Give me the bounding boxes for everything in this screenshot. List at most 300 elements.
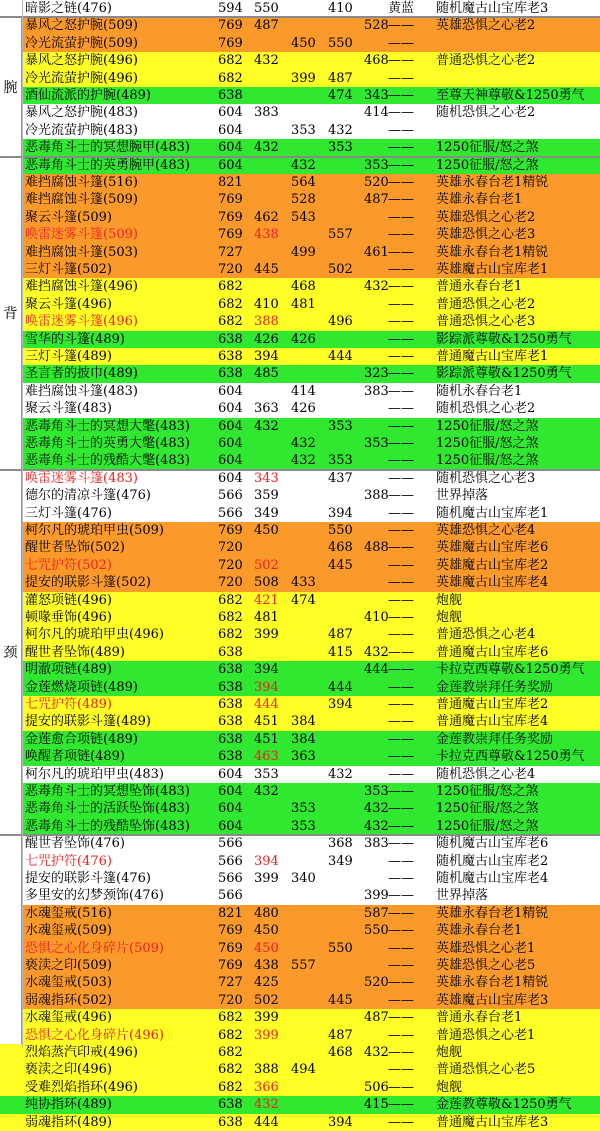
cell-name: 聚云斗篷(483) — [25, 401, 112, 417]
cell-f: —— — [388, 488, 414, 504]
cell-b: 462 — [254, 209, 279, 225]
table-row — [0, 905, 600, 922]
cell-g: 1250征服/怒之煞 — [436, 818, 539, 834]
cell-f: —— — [388, 627, 414, 643]
cell-g: 英雄魔古山宝库老6 — [436, 540, 549, 556]
table-row — [0, 626, 600, 643]
cell-f: 黄蓝 — [388, 1, 415, 16]
cell-name: 难挡腐蚀斗篷(516) — [25, 175, 138, 190]
cell-name: 难挡腐蚀斗篷(503) — [25, 244, 138, 260]
cell-d: 557 — [328, 227, 353, 243]
cell-d: 432 — [328, 122, 353, 138]
cell-d: 410 — [328, 1, 353, 16]
table-row — [0, 313, 600, 330]
table-row — [0, 470, 600, 487]
cell-c: 468 — [291, 279, 316, 295]
cell-g: 英雄永春台老1精锐 — [436, 905, 549, 921]
cell-g: 英雄魔古山宝库老1 — [436, 262, 549, 277]
cell-a: 682 — [218, 53, 243, 69]
cell-a: 638 — [218, 88, 243, 103]
cell-e: 323 — [364, 366, 389, 382]
cell-f: —— — [388, 349, 414, 364]
cell-a: 604 — [218, 453, 243, 469]
cell-d: 353 — [328, 140, 353, 156]
cell-name: 难挡腐蚀斗篷(496) — [25, 279, 138, 295]
cell-e: 353 — [364, 436, 389, 451]
table-row — [0, 244, 600, 261]
cell-f: —— — [388, 610, 414, 625]
table-row — [0, 418, 600, 435]
cell-name: 恐惧之心化身碎片(509) — [25, 940, 164, 956]
cell-d: 432 — [328, 766, 353, 782]
cell-e: 461 — [364, 244, 389, 260]
cell-b: 383 — [254, 105, 279, 121]
cell-name: 纯协指环(489) — [25, 1097, 112, 1113]
table-row — [0, 800, 600, 817]
cell-e: 488 — [364, 540, 389, 556]
cell-a: 566 — [218, 853, 243, 869]
table-row — [0, 226, 600, 243]
cell-e: 528 — [364, 18, 389, 34]
cell-b: 349 — [254, 505, 279, 521]
cell-f: —— — [388, 1062, 414, 1078]
cell-b: 502 — [254, 992, 279, 1008]
cell-f: —— — [388, 470, 414, 486]
cell-f: —— — [388, 53, 414, 69]
cell-f: —— — [388, 644, 414, 660]
cell-a: 604 — [218, 784, 243, 799]
cell-a: 769 — [218, 209, 243, 225]
cell-d: 474 — [328, 88, 353, 103]
cell-a: 682 — [218, 314, 243, 330]
cell-g: 1250征服/怒之煞 — [436, 418, 539, 434]
cell-a: 682 — [218, 1027, 243, 1043]
cell-f: —— — [388, 1079, 414, 1095]
cell-f: —— — [388, 453, 414, 469]
cell-a: 638 — [218, 697, 243, 712]
table-row — [0, 52, 600, 69]
table-row — [0, 435, 600, 452]
cell-g: 英雄恐惧之心老5 — [436, 958, 536, 973]
table-row — [0, 505, 600, 522]
table-row — [0, 539, 600, 556]
table-row — [0, 365, 600, 382]
cell-f: —— — [388, 175, 414, 190]
cell-e: 587 — [364, 905, 389, 921]
table-row — [0, 696, 600, 713]
cell-c: 353 — [291, 122, 316, 138]
cell-d: 550 — [328, 35, 353, 51]
cell-name: 醒世者坠饰(502) — [25, 540, 125, 556]
cell-e: 432 — [364, 801, 389, 817]
cell-c: 499 — [291, 244, 316, 260]
cell-name: 冷光流萤护腕(509) — [25, 35, 138, 51]
cell-f: —— — [388, 331, 414, 347]
category-label: 颈 — [0, 470, 22, 835]
cell-g: 英雄永春台老1 — [436, 923, 523, 939]
cell-name: 唤雷迷雾斗篷(509) — [25, 227, 138, 243]
cell-f: —— — [388, 279, 414, 295]
cell-a: 682 — [218, 1010, 243, 1026]
cell-name: 圣言者的披巾(489) — [25, 366, 138, 382]
cell-g: 随机魔古山宝库老3 — [436, 1, 549, 16]
cell-f: —— — [388, 697, 414, 712]
cell-b: 445 — [254, 262, 279, 277]
cell-f: —— — [388, 1027, 414, 1043]
cell-e: 550 — [364, 923, 389, 939]
cell-c: 340 — [291, 871, 316, 886]
cell-b: 399 — [254, 871, 279, 886]
cell-e: 343 — [364, 88, 389, 103]
cell-f: —— — [388, 262, 414, 277]
cell-a: 638 — [218, 714, 243, 730]
cell-c: 481 — [291, 296, 316, 312]
table-row — [0, 17, 600, 34]
cell-name: 灌怒项链(496) — [25, 592, 112, 608]
cell-d: 487 — [328, 627, 353, 643]
cell-e: 520 — [364, 175, 389, 190]
cell-a: 682 — [218, 610, 243, 625]
cell-g: 金莲教崇拜任务奖励 — [436, 679, 554, 695]
cell-name: 恶毒角斗士的冥想腕甲(483) — [25, 140, 190, 156]
cell-f: —— — [388, 1114, 414, 1130]
cell-a: 638 — [218, 644, 243, 660]
cell-b: 550 — [254, 1, 279, 16]
cell-a: 604 — [218, 766, 243, 782]
cell-c: 432 — [291, 157, 316, 173]
cell-d: 368 — [328, 836, 353, 852]
table-row — [0, 139, 600, 156]
cell-a: 604 — [218, 801, 243, 817]
cell-g: 普通魔古山宝库老1 — [436, 349, 549, 364]
cell-a: 604 — [218, 418, 243, 434]
cell-d: 394 — [328, 505, 353, 521]
cell-f: —— — [388, 105, 414, 121]
cell-a: 682 — [218, 592, 243, 608]
cell-b: 359 — [254, 488, 279, 504]
table-row — [0, 1114, 600, 1131]
cell-d: 502 — [328, 262, 353, 277]
cell-g: 普通永春台老1 — [436, 1010, 523, 1026]
cell-a: 566 — [218, 488, 243, 504]
cell-g: 随机恐惧之心老2 — [436, 401, 536, 417]
cell-f: —— — [388, 227, 414, 243]
cell-c: 432 — [291, 436, 316, 451]
cell-name: 水魂玺戒(509) — [25, 923, 112, 939]
cell-g: 英雄魔古山宝库老2 — [436, 557, 549, 573]
cell-g: 英雄恐惧之心老2 — [436, 18, 536, 34]
cell-a: 682 — [218, 279, 243, 295]
column-divider — [22, 0, 23, 1047]
cell-f: —— — [388, 679, 414, 695]
table-row — [0, 592, 600, 609]
cell-f: —— — [388, 958, 414, 973]
table-row — [0, 261, 600, 278]
cell-f: —— — [388, 731, 414, 747]
cell-g: 普通魔古山宝库老4 — [436, 714, 549, 730]
cell-name: 暴风之怒护腕(509) — [25, 18, 138, 34]
cell-c: 426 — [291, 401, 316, 417]
cell-g: 英雄魔古山宝库老3 — [436, 992, 549, 1008]
table-row — [0, 940, 600, 957]
cell-b: 485 — [254, 366, 279, 382]
cell-name: 冷光流萤护腕(483) — [25, 122, 138, 138]
cell-b: 444 — [254, 1114, 279, 1130]
cell-name: 唤雷迷雾斗篷(496) — [25, 314, 138, 330]
table-row — [0, 644, 600, 661]
cell-e: 388 — [364, 488, 389, 504]
cell-f: —— — [388, 836, 414, 852]
table-row — [0, 1096, 600, 1113]
cell-a: 720 — [218, 992, 243, 1008]
cell-f: —— — [388, 784, 414, 799]
cell-g: 1250征服/怒之煞 — [436, 140, 539, 156]
cell-c: 494 — [291, 1062, 316, 1078]
cell-g: 炮舰 — [436, 1045, 463, 1060]
table-row — [0, 122, 600, 139]
cell-b: 421 — [254, 592, 279, 608]
cell-a: 566 — [218, 871, 243, 886]
cell-f: —— — [388, 749, 414, 765]
cell-d: 468 — [328, 1045, 353, 1060]
table-row — [0, 783, 600, 800]
table-row — [0, 296, 600, 313]
cell-e: 353 — [364, 157, 389, 173]
section-separator — [0, 834, 600, 836]
cell-d: 445 — [328, 557, 353, 573]
cell-a: 769 — [218, 923, 243, 939]
cell-e: 487 — [364, 1010, 389, 1026]
cell-d: 444 — [328, 349, 353, 364]
cell-name: 暴风之怒护腕(483) — [25, 105, 138, 121]
cell-b: 425 — [254, 975, 279, 991]
cell-b: 508 — [254, 575, 279, 591]
cell-c: 450 — [291, 35, 316, 51]
cell-b: 394 — [254, 853, 279, 869]
cell-f: —— — [388, 1097, 414, 1113]
cell-name: 恐惧之心化身碎片(496) — [25, 1027, 164, 1043]
cell-f: —— — [388, 888, 414, 904]
cell-f: —— — [388, 70, 414, 86]
cell-a: 638 — [218, 1097, 243, 1113]
cell-a: 604 — [218, 105, 243, 121]
cell-c: 474 — [291, 592, 316, 608]
cell-b: 426 — [254, 331, 279, 347]
cell-name: 提安的联影斗篷(502) — [25, 575, 151, 591]
cell-b: 363 — [254, 401, 279, 417]
cell-f: —— — [388, 662, 414, 678]
cell-name: 弱魂指环(502) — [25, 992, 112, 1008]
cell-name: 金莲愈合项链(489) — [25, 731, 138, 747]
cell-a: 720 — [218, 557, 243, 573]
cell-g: 卡拉克西尊敬&1250勇气 — [436, 749, 585, 765]
table-row — [0, 992, 600, 1009]
cell-g: 普通魔古山宝库老6 — [436, 644, 549, 660]
table-row — [0, 748, 600, 765]
cell-b: 399 — [254, 1027, 279, 1043]
category-label: 背 — [0, 157, 22, 470]
cell-a: 604 — [218, 401, 243, 417]
cell-a: 769 — [218, 940, 243, 956]
cell-b: 394 — [254, 662, 279, 678]
cell-a: 682 — [218, 70, 243, 86]
cell-name: 水魂玺戒(496) — [25, 1010, 112, 1026]
cell-d: 415 — [328, 644, 353, 660]
cell-d: 496 — [328, 314, 353, 330]
table-row — [0, 157, 600, 174]
cell-e: 444 — [364, 662, 389, 678]
cell-b: 388 — [254, 314, 279, 330]
cell-a: 638 — [218, 1114, 243, 1130]
cell-g: 随机恐惧之心老3 — [436, 470, 536, 486]
table-row — [0, 713, 600, 730]
cell-c: 432 — [291, 453, 316, 469]
cell-b: 451 — [254, 714, 279, 730]
cell-a: 638 — [218, 679, 243, 695]
cell-a: 720 — [218, 575, 243, 591]
cell-b: 481 — [254, 610, 279, 625]
cell-g: 影踪派尊敬&1250勇气 — [436, 366, 572, 382]
cell-a: 769 — [218, 192, 243, 208]
cell-f: —— — [388, 801, 414, 817]
cell-d: 349 — [328, 853, 353, 869]
cell-name: 水魂玺戒(503) — [25, 975, 112, 991]
cell-name: 冷光流萤护腕(496) — [25, 70, 138, 86]
cell-a: 638 — [218, 662, 243, 678]
table-row — [0, 887, 600, 904]
cell-g: 英雄魔古山宝库老4 — [436, 575, 549, 591]
cell-name: 顿喙垂饰(496) — [25, 610, 112, 625]
cell-f: —— — [388, 35, 414, 51]
table-row — [0, 609, 600, 626]
cell-g: 普通恐惧之心老3 — [436, 314, 536, 330]
cell-b: 432 — [254, 784, 279, 799]
cell-c: 399 — [291, 70, 316, 86]
cell-g: 1250征服/怒之煞 — [436, 436, 539, 451]
cell-name: 金莲燃烧项链(489) — [25, 679, 138, 695]
table-row — [0, 383, 600, 400]
cell-a: 769 — [218, 35, 243, 51]
table-row — [0, 974, 600, 991]
cell-a: 682 — [218, 1079, 243, 1095]
cell-c: 433 — [291, 575, 316, 591]
cell-a: 638 — [218, 749, 243, 765]
cell-f: —— — [388, 975, 414, 991]
cell-name: 恶毒角斗士的残酷坠饰(483) — [25, 818, 190, 834]
cell-f: —— — [388, 766, 414, 782]
cell-g: 金莲教尊敬&1250勇气 — [436, 1097, 572, 1113]
cell-name: 三灯斗篷(502) — [25, 262, 112, 277]
cell-e: 383 — [364, 383, 389, 399]
cell-g: 随机魔古山宝库老2 — [436, 853, 549, 869]
cell-a: 604 — [218, 383, 243, 399]
cell-name: 恶毒角斗士的冥想坠饰(483) — [25, 784, 190, 799]
cell-f: —— — [388, 401, 414, 417]
cell-name: 唤醒者项链(489) — [25, 749, 125, 765]
cell-c: 528 — [291, 192, 316, 208]
table-row — [0, 1009, 600, 1026]
cell-e: 399 — [364, 888, 389, 904]
cell-a: 604 — [218, 470, 243, 486]
table-row — [0, 104, 600, 121]
cell-d: 468 — [328, 540, 353, 556]
table-row — [0, 1079, 600, 1096]
table-row — [0, 452, 600, 469]
cell-g: 金莲教崇拜任务奖励 — [436, 731, 554, 747]
cell-name: 恶毒角斗士的残酷大氅(483) — [25, 453, 190, 469]
table-row — [0, 853, 600, 870]
cell-f: —— — [388, 88, 414, 103]
cell-b: 353 — [254, 766, 279, 782]
cell-d: 444 — [328, 679, 353, 695]
cell-b: 451 — [254, 731, 279, 747]
cell-c: 543 — [291, 209, 316, 225]
cell-e: 353 — [364, 784, 389, 799]
cell-b: 432 — [254, 53, 279, 69]
cell-name: 柯尔凡的琥珀甲虫(496) — [25, 627, 164, 643]
cell-e: 432 — [364, 818, 389, 834]
cell-f: —— — [388, 1045, 414, 1060]
cell-name: 三灯斗篷(476) — [25, 505, 112, 521]
cell-f: —— — [388, 244, 414, 260]
cell-f: —— — [388, 523, 414, 538]
cell-g: 普通永春台老1 — [436, 279, 523, 295]
cell-a: 769 — [218, 523, 243, 538]
cell-f: —— — [388, 157, 414, 173]
cell-f: —— — [388, 992, 414, 1008]
cell-name: 亵渎之印(509) — [25, 958, 112, 973]
cell-b: 450 — [254, 923, 279, 939]
cell-b: 480 — [254, 905, 279, 921]
cell-g: 世界掉落 — [436, 488, 489, 504]
section-separator — [0, 156, 600, 158]
cell-name: 提安的联影斗篷(489) — [25, 714, 151, 730]
cell-b: 366 — [254, 1079, 279, 1095]
cell-c: 414 — [291, 383, 316, 399]
cell-b: 432 — [254, 1097, 279, 1113]
cell-f: —— — [388, 905, 414, 921]
section-separator — [0, 16, 600, 18]
table-row — [0, 174, 600, 191]
cell-a: 604 — [218, 157, 243, 173]
table-row — [0, 922, 600, 939]
cell-d: 394 — [328, 1114, 353, 1130]
cell-a: 720 — [218, 540, 243, 556]
cell-e: 432 — [364, 644, 389, 660]
cell-f: —— — [388, 853, 414, 869]
cell-g: 英雄恐惧之心老3 — [436, 227, 536, 243]
cell-g: 随机恐惧之心老2 — [436, 105, 536, 121]
cell-f: —— — [388, 1010, 414, 1026]
cell-name: 暗影之链(476) — [25, 1, 112, 16]
cell-g: 卡拉克西尊敬&1250勇气 — [436, 662, 585, 678]
cell-f: —— — [388, 505, 414, 521]
cell-g: 英雄永春台老1精锐 — [436, 975, 549, 991]
cell-g: 英雄恐惧之心老2 — [436, 209, 536, 225]
table-row — [0, 1061, 600, 1078]
cell-name: 难挡腐蚀斗篷(483) — [25, 383, 138, 399]
table-row — [0, 487, 600, 504]
cell-e: 432 — [364, 279, 389, 295]
table-row — [0, 87, 600, 104]
cell-name: 七咒护符(502) — [25, 557, 112, 573]
cell-name: 雪华的斗篷(489) — [25, 331, 125, 347]
cell-name: 烈焰蒸汽印戒(496) — [25, 1045, 138, 1060]
cell-a: 769 — [218, 18, 243, 34]
cell-b: 394 — [254, 679, 279, 695]
table-row — [0, 278, 600, 295]
cell-a: 769 — [218, 227, 243, 243]
